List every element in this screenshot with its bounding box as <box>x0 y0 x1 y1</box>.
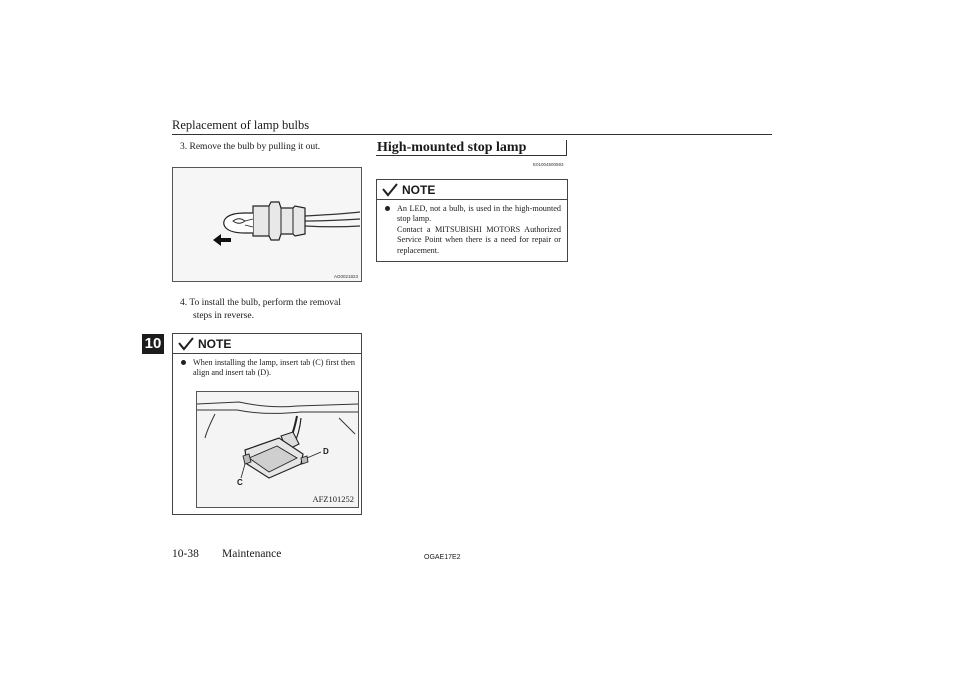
bullet-icon <box>181 360 186 365</box>
header-divider <box>172 134 772 135</box>
section-title: High-mounted stop lamp <box>377 140 527 155</box>
note-header <box>173 334 361 353</box>
figure-code: AFZ101252 <box>312 494 354 504</box>
bulb-removal-figure <box>172 167 362 282</box>
running-header: Replacement of lamp bulbs <box>172 118 310 132</box>
note-item-text-1: An LED, not a bulb, is used in the high-mounted stop lamp. <box>397 204 561 224</box>
footer-doc-code: OGAE17E2 <box>424 554 461 561</box>
note-check-icon <box>382 183 398 197</box>
tab-c-label: C <box>237 478 243 487</box>
figure-code: AG0021823 <box>333 274 358 279</box>
chapter-tab: 10 <box>142 334 164 354</box>
lamp-tab-illustration <box>197 392 358 507</box>
note-list-item <box>173 354 361 379</box>
note-heading: NOTE <box>402 183 436 197</box>
footer-page-number: 10-38 <box>172 548 199 560</box>
arrow-left-icon <box>213 234 231 246</box>
section-code: E01004500593 <box>533 162 564 167</box>
note-check-icon <box>178 337 194 351</box>
footer-section-name: Maintenance <box>222 548 282 560</box>
step-3-text: 3. Remove the bulb by pulling it out. <box>180 142 321 152</box>
note-item-text-2: Contact a MITSUBISHI MOTORS Authorized Service Point when there is a need for repair or replacement. <box>397 224 561 255</box>
step-4-line-2: steps in reverse. <box>193 311 254 321</box>
note-box-left <box>172 333 362 515</box>
section-title-bracket <box>566 140 567 156</box>
note-list-item <box>377 200 567 256</box>
tab-insertion-figure <box>196 391 359 508</box>
note-header <box>377 180 567 199</box>
bulb-illustration <box>173 168 361 281</box>
section-title-underline <box>376 155 567 156</box>
tab-d-label: D <box>323 447 329 456</box>
note-item-text: When installing the lamp, insert tab (C) first then align and insert tab (D). <box>193 358 355 378</box>
bullet-icon <box>385 206 390 211</box>
step-4-line-1: 4. To install the bulb, perform the removal <box>180 298 341 308</box>
note-heading: NOTE <box>198 337 232 351</box>
note-box-right <box>376 179 568 262</box>
